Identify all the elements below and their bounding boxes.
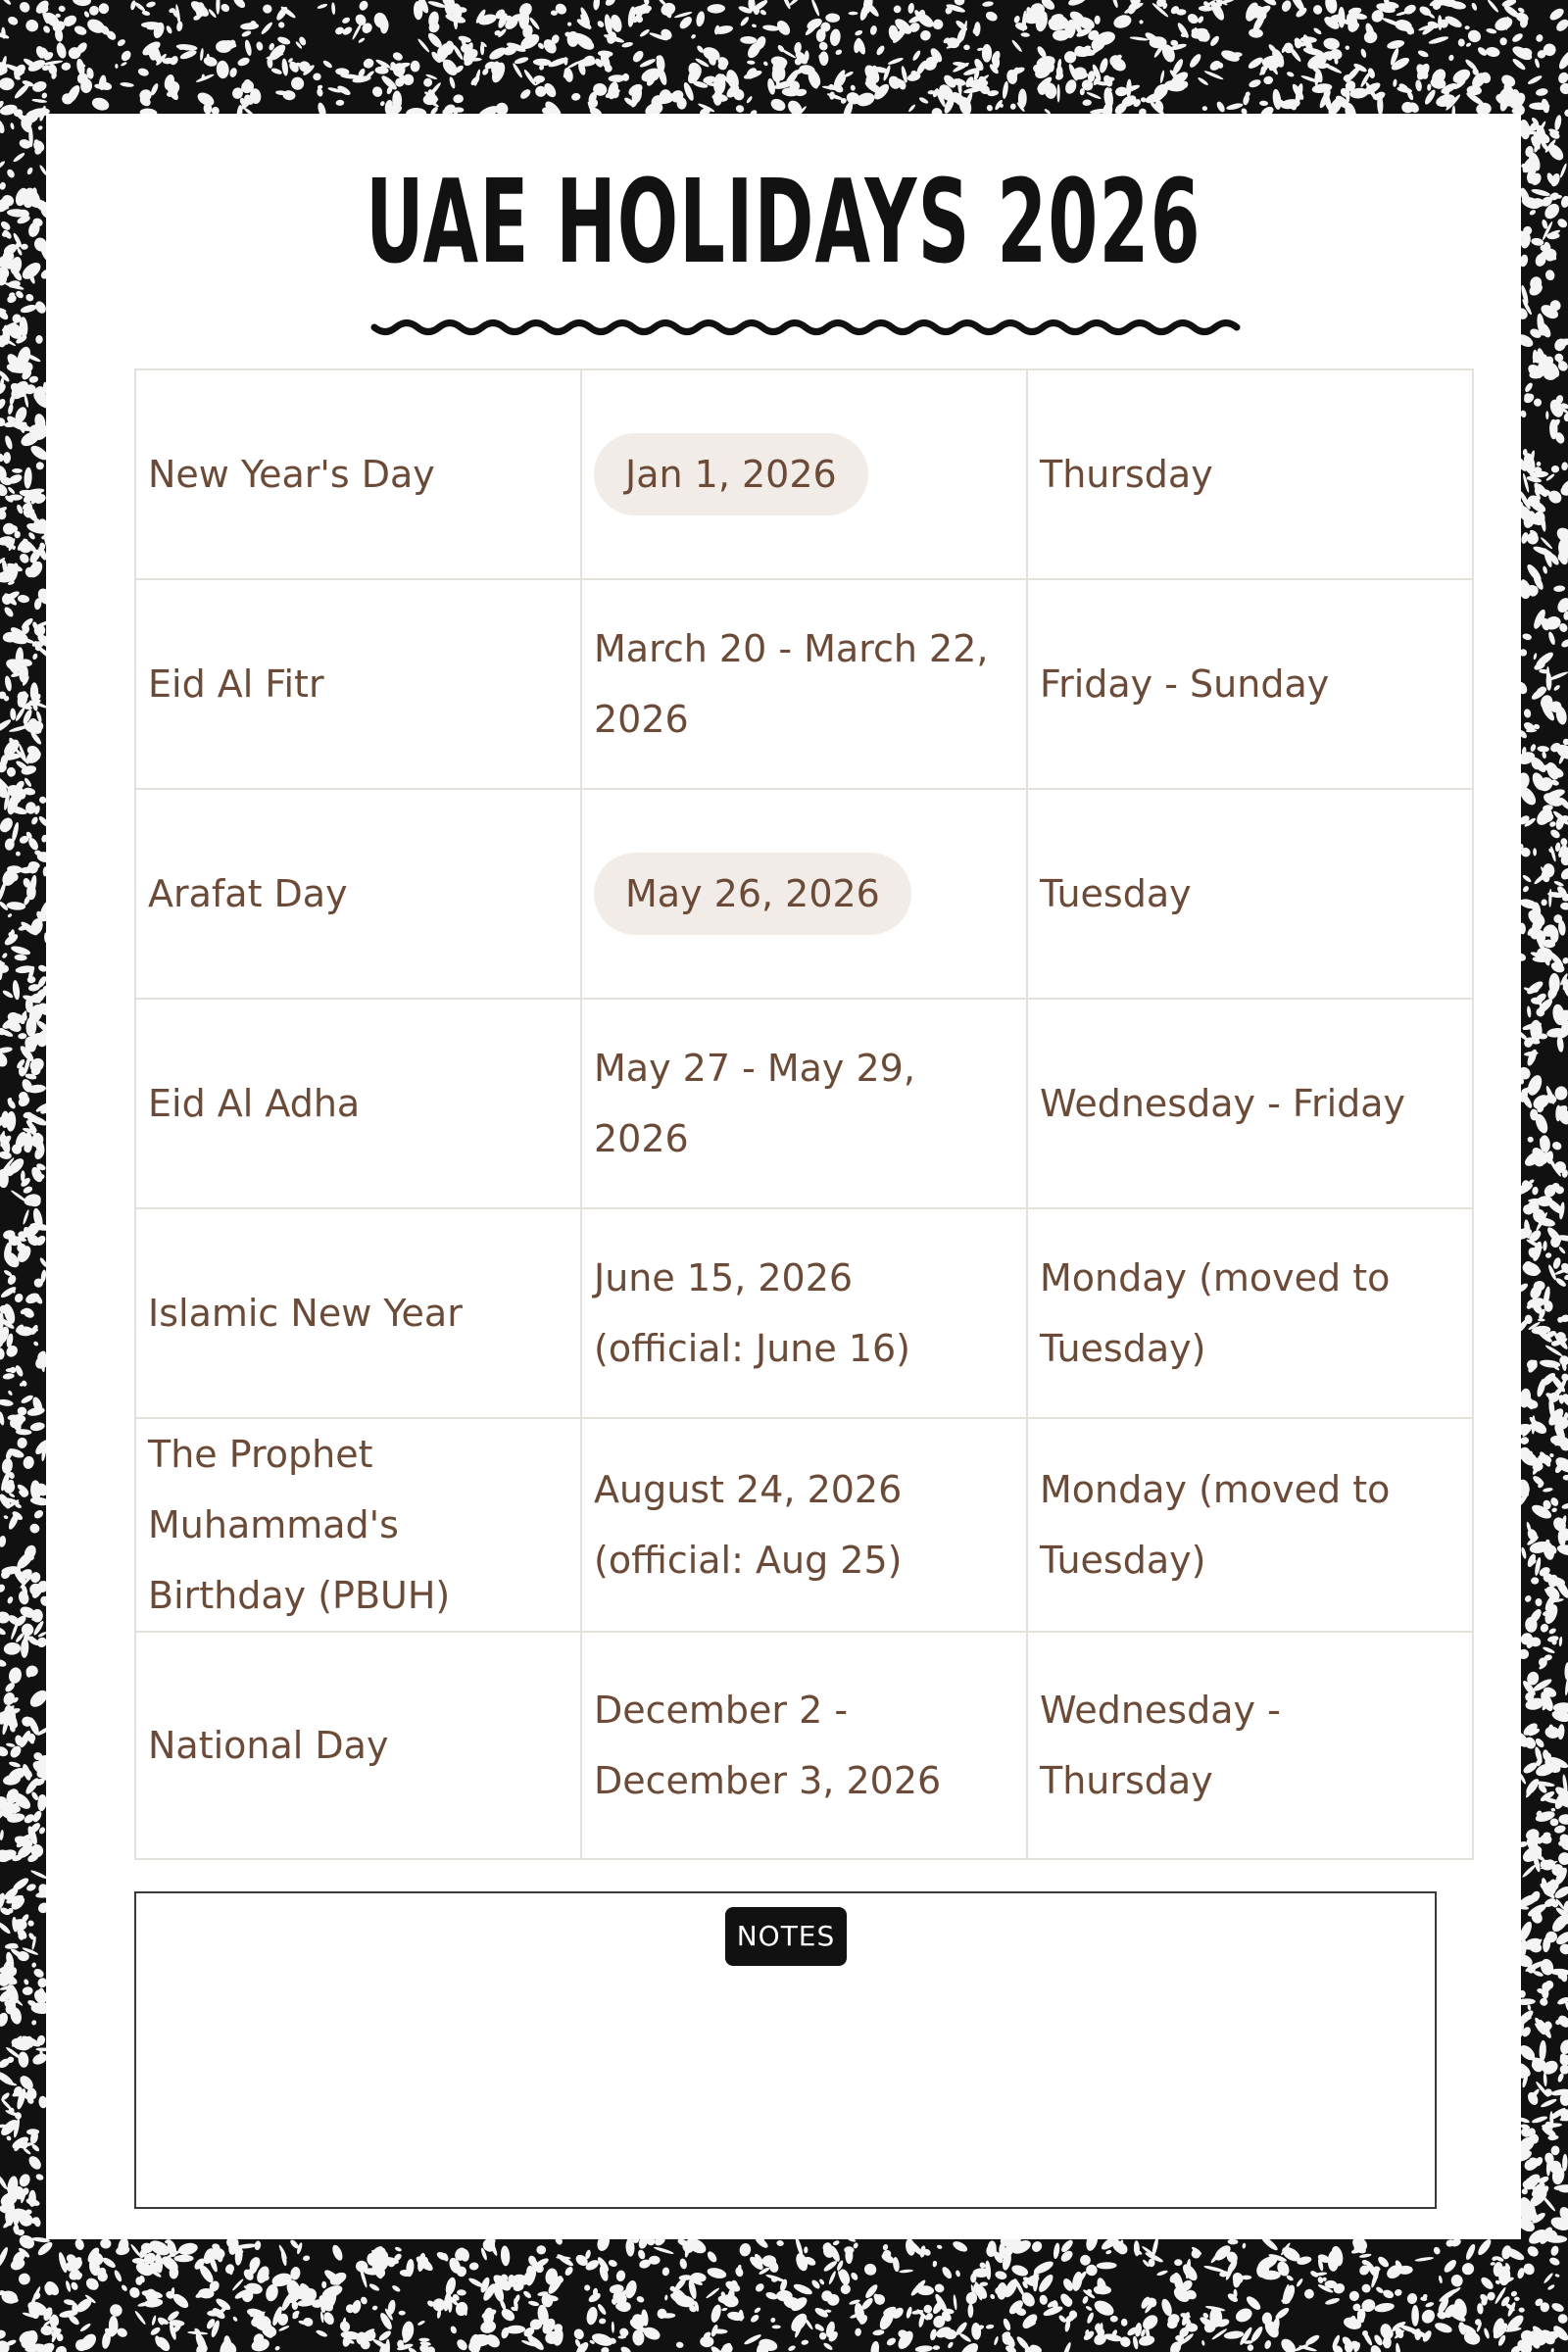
notes-box[interactable] <box>134 1891 1437 2209</box>
holiday-date-text: December 2 - December 3, 2026 <box>594 1689 942 1802</box>
holiday-name <box>135 1208 581 1418</box>
holiday-name <box>135 369 581 579</box>
page-title: UAE HOLIDAYS 2026 <box>366 154 1201 289</box>
holiday-name <box>135 789 581 999</box>
holiday-day <box>1027 1632 1473 1859</box>
holiday-day-text: Monday (moved to Tuesday) <box>1040 1256 1391 1370</box>
holiday-day-text: Wednesday - Thursday <box>1040 1689 1281 1802</box>
holiday-date-text: March 20 - March 22, 2026 <box>594 627 989 741</box>
date-pill: May 26, 2026 <box>594 853 911 935</box>
holiday-sheet <box>46 114 1521 2239</box>
holiday-day <box>1027 789 1473 999</box>
holiday-name-text: Arafat Day <box>148 872 348 915</box>
table-row <box>135 1632 1473 1859</box>
holiday-date <box>581 999 1027 1208</box>
holiday-day <box>1027 1208 1473 1418</box>
table-row <box>135 1418 1473 1632</box>
holiday-date <box>581 1208 1027 1418</box>
holiday-name-text: Islamic New Year <box>148 1292 463 1335</box>
holiday-date-text: May 27 - May 29, 2026 <box>594 1047 915 1160</box>
holiday-name-text: New Year's Day <box>148 453 435 496</box>
holiday-day-text: Monday (moved to Tuesday) <box>1040 1468 1391 1582</box>
holiday-day <box>1027 1418 1473 1632</box>
holiday-date <box>581 579 1027 789</box>
holiday-day <box>1027 999 1473 1208</box>
holiday-date <box>581 1418 1027 1632</box>
holiday-name-text: Eid Al Adha <box>148 1082 361 1125</box>
date-pill: Jan 1, 2026 <box>594 433 868 515</box>
holiday-day-text: Tuesday <box>1040 872 1192 915</box>
holiday-day <box>1027 369 1473 579</box>
holiday-name-text: National Day <box>148 1724 389 1767</box>
wavy-underline <box>369 300 1242 359</box>
holiday-date <box>581 1632 1027 1859</box>
holiday-date-text: June 15, 2026 (official: June 16) <box>594 1256 910 1370</box>
holiday-name <box>135 999 581 1208</box>
table-row <box>135 789 1473 999</box>
holiday-name <box>135 1418 581 1632</box>
table-row <box>135 1208 1473 1418</box>
holiday-day-text: Friday - Sunday <box>1040 662 1330 706</box>
holiday-day-text: Wednesday - Friday <box>1040 1082 1406 1125</box>
holiday-name <box>135 1632 581 1859</box>
holiday-name-text: The Prophet Muhammad's Birthday (PBUH) <box>148 1433 451 1617</box>
table-row <box>135 579 1473 789</box>
holiday-day-text: Thursday <box>1040 453 1213 496</box>
holiday-name-text: Eid Al Fitr <box>148 662 324 706</box>
holiday-name <box>135 579 581 789</box>
table-row <box>135 999 1473 1208</box>
notes-label: NOTES <box>725 1907 847 1966</box>
holiday-date-text: August 24, 2026 (official: Aug 25) <box>594 1468 903 1582</box>
holiday-date <box>581 369 1027 579</box>
holiday-day <box>1027 579 1473 789</box>
holiday-table <box>134 368 1474 1860</box>
table-row <box>135 369 1473 579</box>
holiday-date <box>581 789 1027 999</box>
